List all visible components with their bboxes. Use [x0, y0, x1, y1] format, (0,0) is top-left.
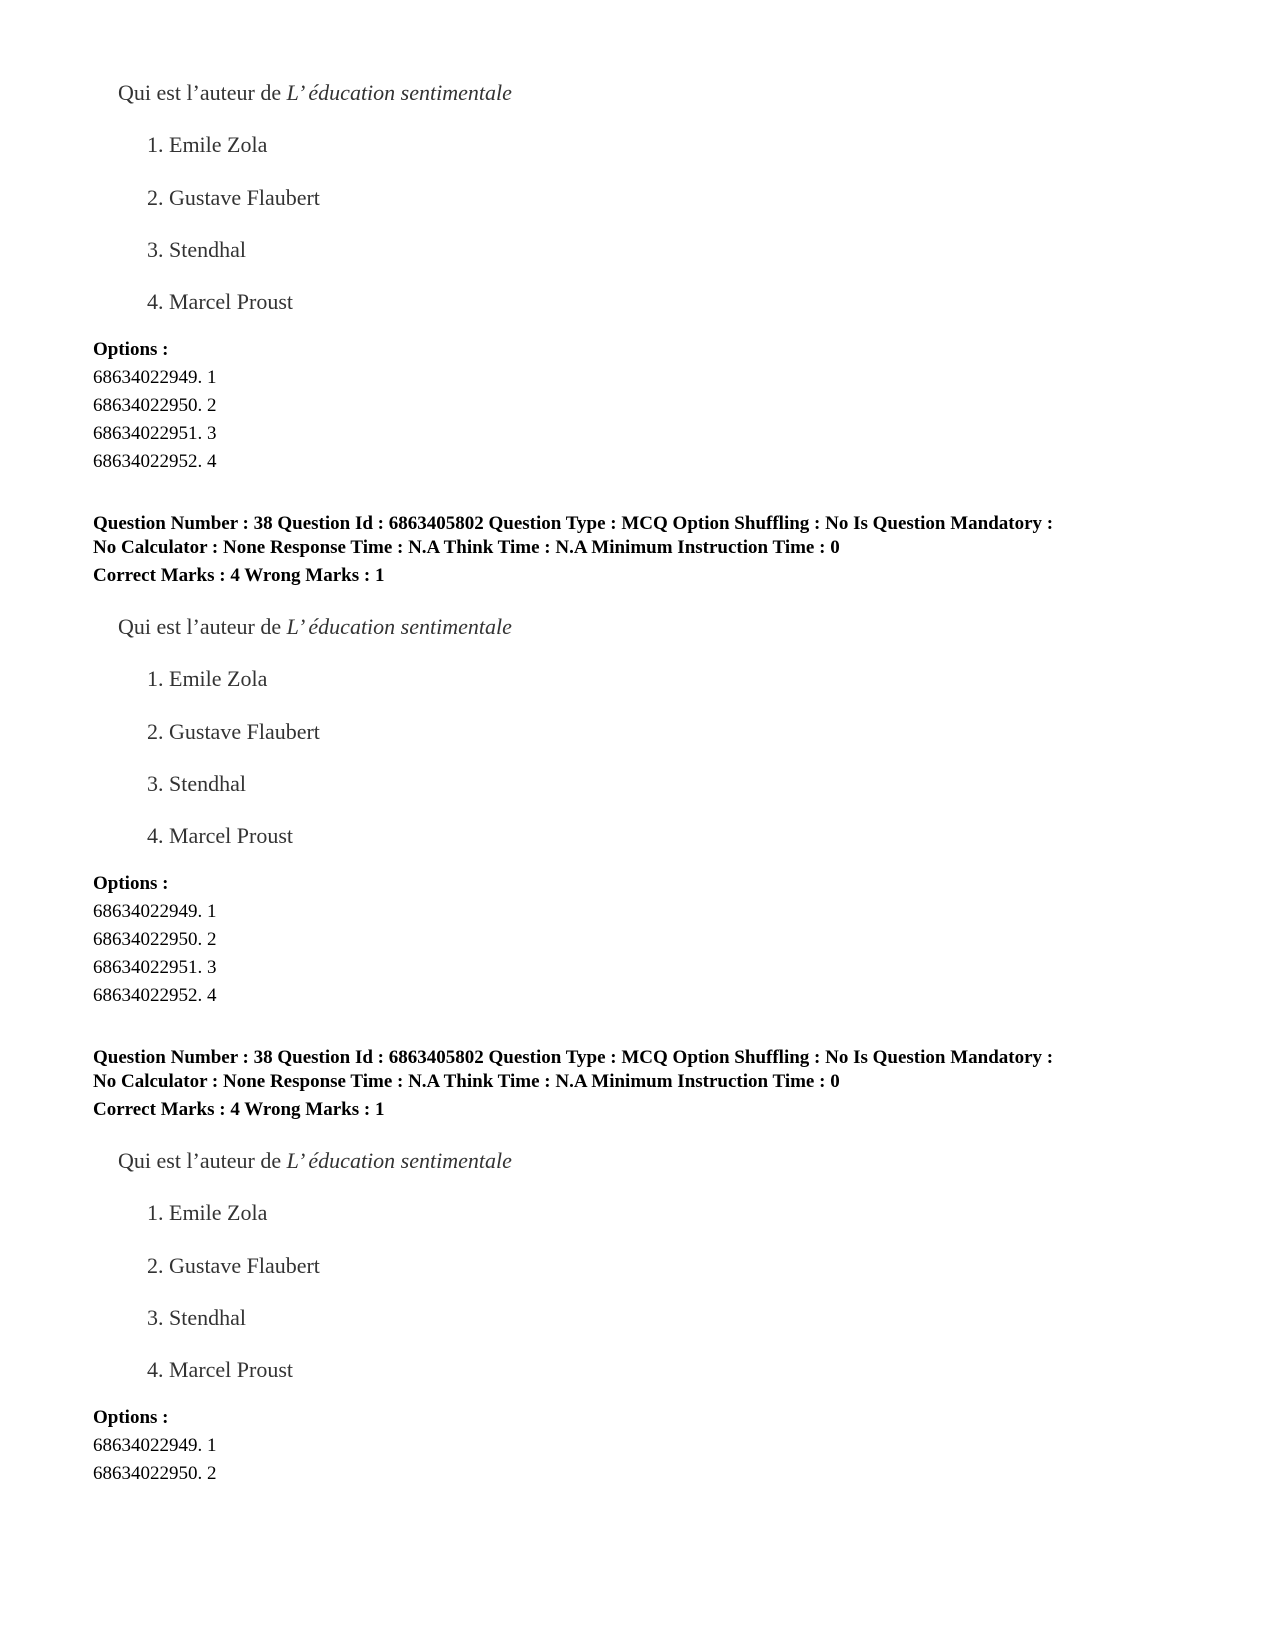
choice-1: 1. Emile Zola	[147, 132, 268, 157]
choice-3: 3. Stendhal	[147, 237, 246, 262]
option-row: 68634022950. 2	[93, 395, 217, 416]
choice-4: 4. Marcel Proust	[147, 1357, 294, 1382]
option-row: 68634022949. 1	[93, 901, 217, 922]
choice-1: 1. Emile Zola	[147, 666, 268, 691]
choice-4: 4. Marcel Proust	[147, 289, 294, 314]
choice-2: 2. Gustave Flaubert	[147, 1253, 320, 1278]
option-row: 68634022950. 2	[93, 929, 217, 950]
question-text: Qui est l’auteur de L’ éducation sentimentale	[118, 80, 512, 105]
question-text: Qui est l’auteur de L’ éducation sentimentale	[118, 1148, 512, 1173]
options-label: Options :	[93, 873, 169, 894]
question-header	[93, 512, 1193, 560]
option-row: 68634022949. 1	[93, 367, 217, 388]
option-row: 68634022950. 2	[93, 1463, 217, 1484]
options-label: Options :	[93, 1407, 169, 1428]
options-label: Options :	[93, 339, 169, 360]
option-row: 68634022952. 4	[93, 451, 217, 472]
choice-3: 3. Stendhal	[147, 1305, 246, 1330]
question-header	[93, 1046, 1193, 1094]
header-line-1: Question Number : 38 Question Id : 6863405802 Question Type : MCQ Option Shuffling : No Is Question Mandatory :	[93, 513, 1054, 534]
question-text: Qui est l’auteur de L’ éducation sentimentale	[118, 614, 512, 639]
marks-line: Correct Marks : 4 Wrong Marks : 1	[93, 565, 385, 586]
marks-line: Correct Marks : 4 Wrong Marks : 1	[93, 1099, 385, 1120]
choice-4: 4. Marcel Proust	[147, 823, 294, 848]
header-line-2: No Calculator : None Response Time : N.A Think Time : N.A Minimum Instruction Time : 0	[93, 1071, 840, 1092]
option-row: 68634022951. 3	[93, 423, 217, 444]
book-title: L’ éducation sentimentale	[286, 1148, 512, 1173]
choice-2: 2. Gustave Flaubert	[147, 719, 320, 744]
option-row: 68634022952. 4	[93, 985, 217, 1006]
header-line-2: No Calculator : None Response Time : N.A Think Time : N.A Minimum Instruction Time : 0	[93, 537, 840, 558]
book-title: L’ éducation sentimentale	[286, 614, 512, 639]
book-title: L’ éducation sentimentale	[286, 80, 512, 105]
choice-3: 3. Stendhal	[147, 771, 246, 796]
header-line-1: Question Number : 38 Question Id : 6863405802 Question Type : MCQ Option Shuffling : No Is Question Mandatory :	[93, 1047, 1054, 1068]
choice-1: 1. Emile Zola	[147, 1200, 268, 1225]
choice-2: 2. Gustave Flaubert	[147, 185, 320, 210]
option-row: 68634022951. 3	[93, 957, 217, 978]
option-row: 68634022949. 1	[93, 1435, 217, 1456]
